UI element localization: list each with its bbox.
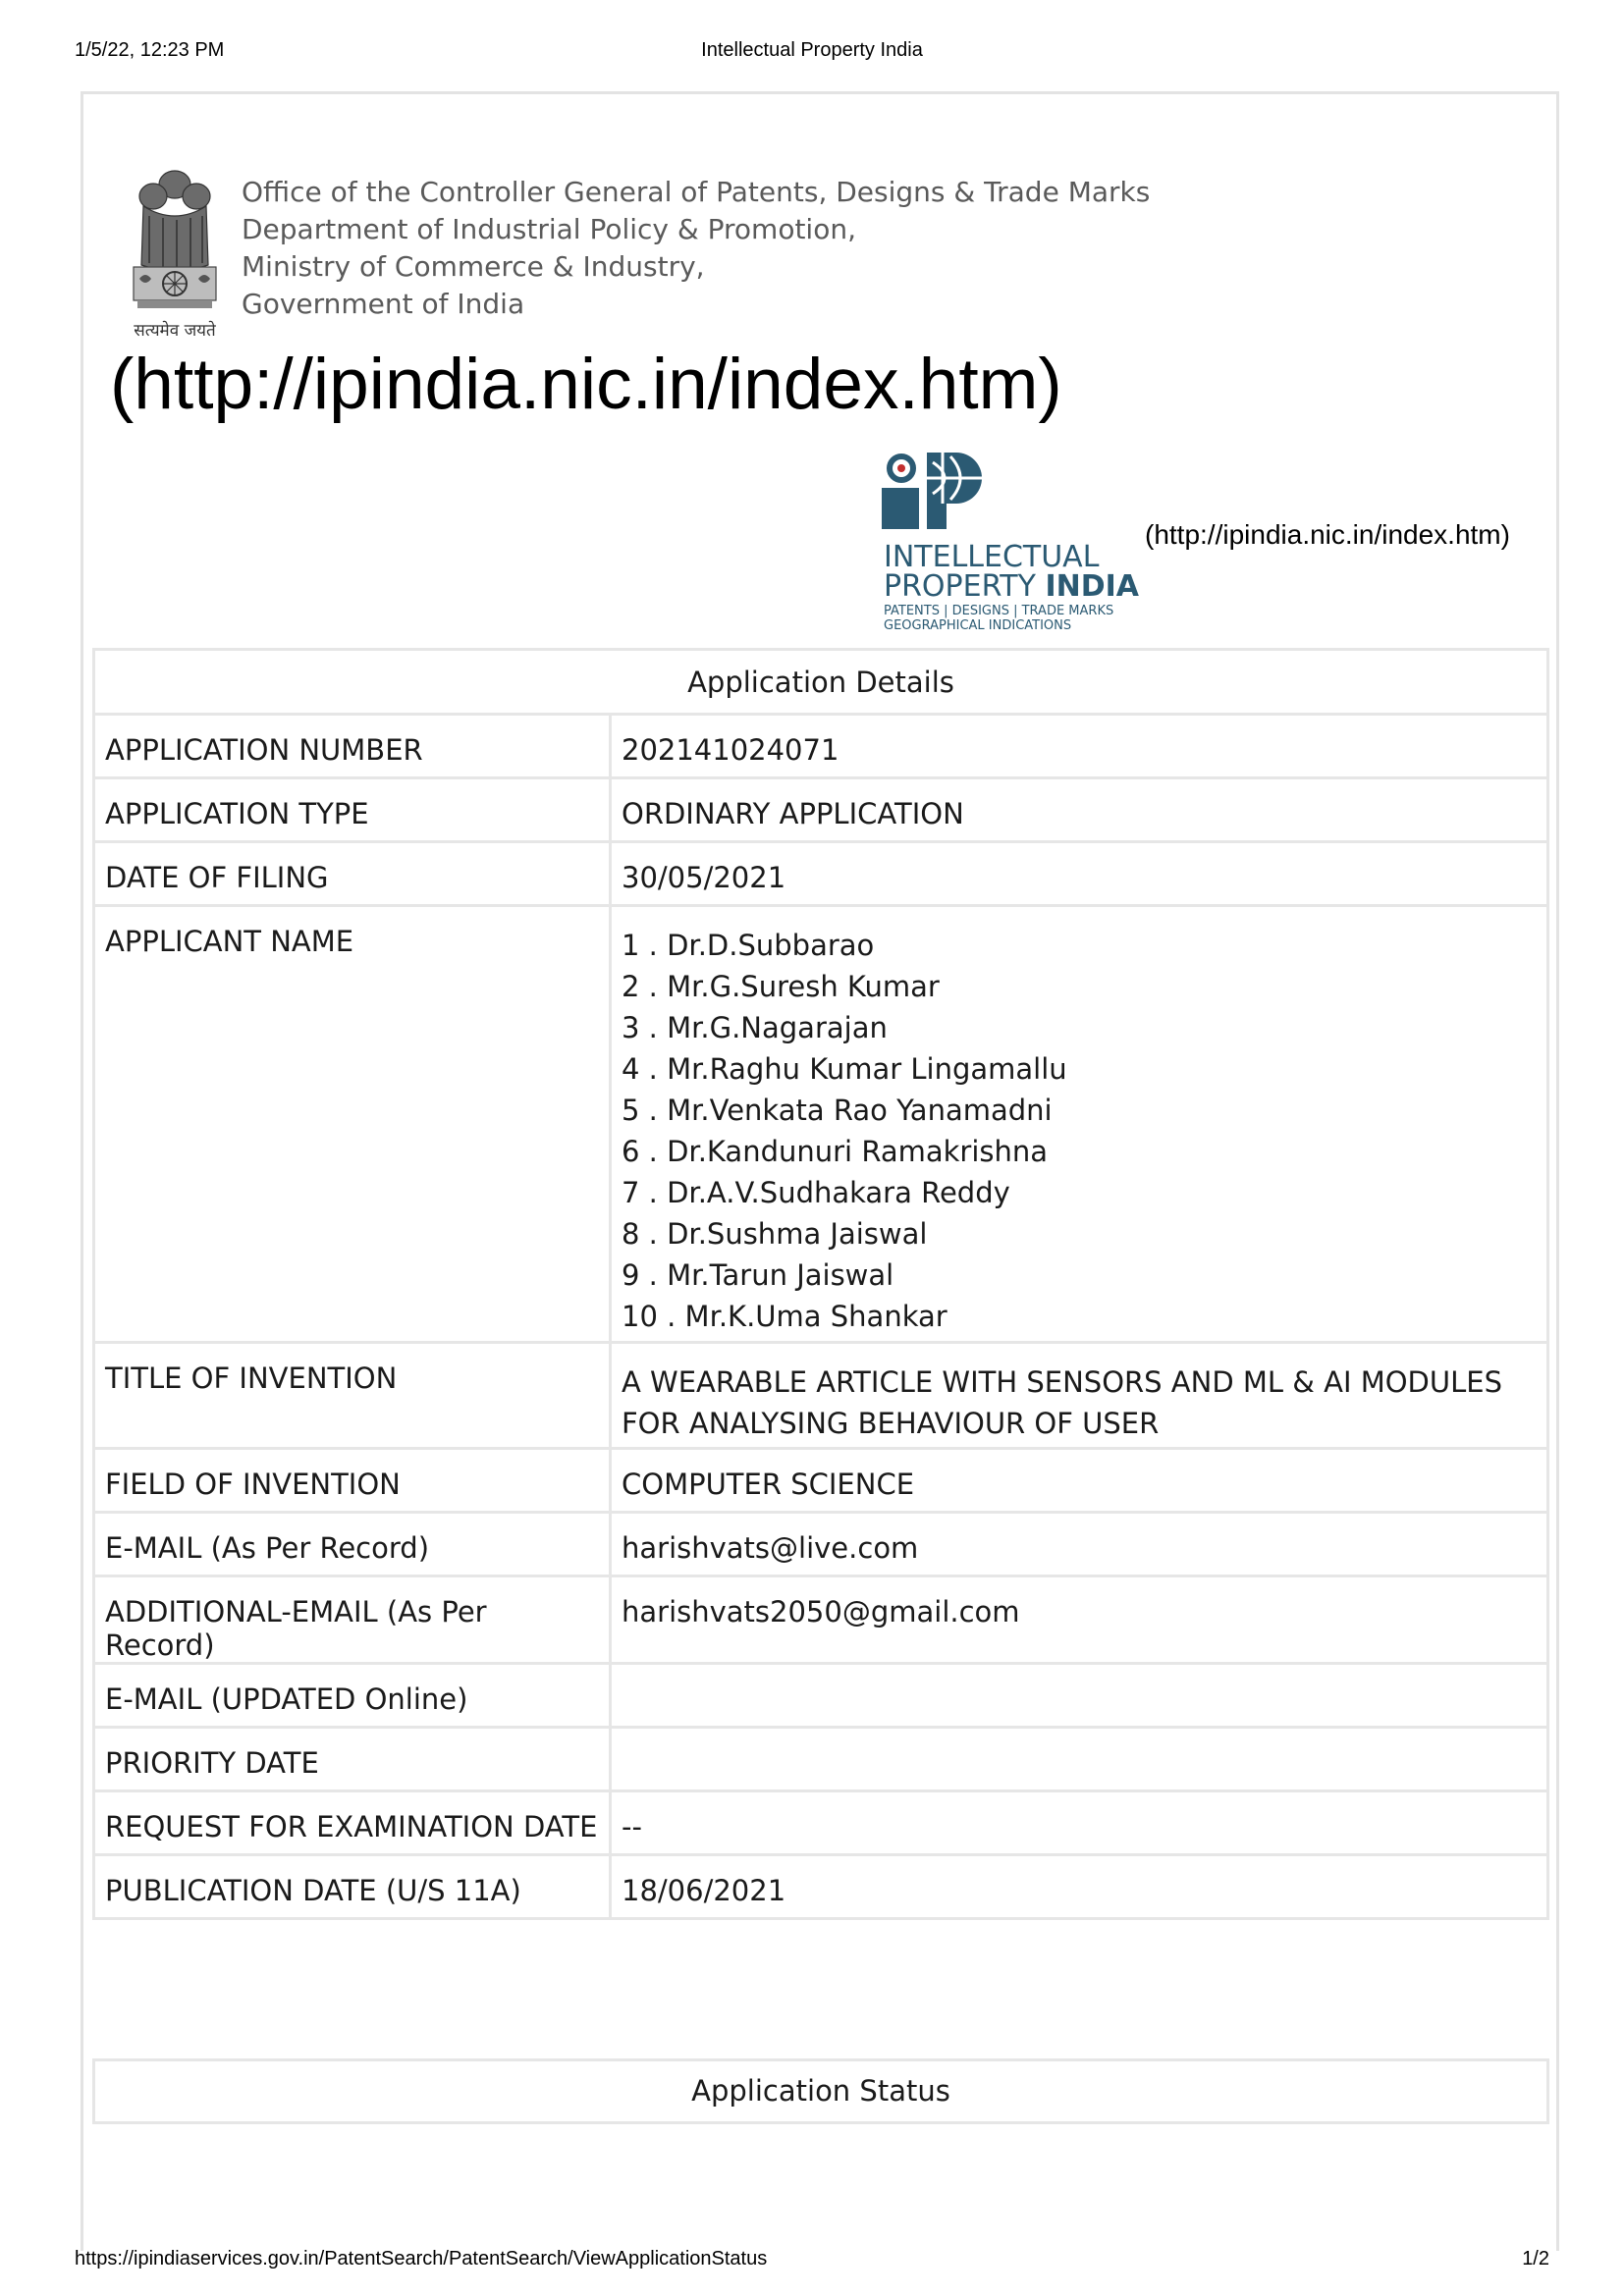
publication-date-value: 18/06/2021: [611, 1855, 1548, 1919]
table-row: [94, 715, 1548, 778]
row-label: PRIORITY DATE: [94, 1728, 611, 1791]
list-item: 3 . Mr.G.Nagarajan: [622, 1011, 888, 1044]
table-row: [94, 1728, 1548, 1791]
list-item: 1 . Dr.D.Subbarao: [622, 929, 875, 962]
application-number-value: 202141024071: [611, 715, 1548, 778]
row-label: APPLICANT NAME: [94, 906, 611, 1343]
list-item: 10 . Mr.K.Uma Shankar: [622, 1300, 947, 1333]
logo-line-4: GEOGRAPHICAL INDICATIONS: [884, 618, 1072, 633]
title-of-invention-value: A WEARABLE ARTICLE WITH SENSORS AND ML & AI MODULES FOR ANALYSING BEHAVIOUR OF USER: [611, 1343, 1548, 1449]
table-row: [94, 1855, 1548, 1919]
page-number: 1/2: [1522, 2248, 1549, 2269]
logo-line-3: PATENTS | DESIGNS | TRADE MARKS: [884, 604, 1114, 618]
office-heading: [242, 174, 1150, 323]
field-of-invention-value: COMPUTER SCIENCE: [611, 1449, 1548, 1513]
row-label: FIELD OF INVENTION: [94, 1449, 611, 1513]
list-item: 9 . Mr.Tarun Jaiswal: [622, 1258, 894, 1292]
row-label: ADDITIONAL-EMAIL (As Per Record): [94, 1576, 611, 1664]
office-line-3: Ministry of Commerce & Industry,: [242, 250, 705, 283]
print-footer: [75, 2248, 1549, 2277]
table-row: [94, 1576, 1548, 1664]
exam-request-date-value: --: [611, 1791, 1548, 1855]
state-emblem-icon: [120, 157, 230, 344]
email-value: harishvats@live.com: [611, 1513, 1548, 1576]
row-label: APPLICATION NUMBER: [94, 715, 611, 778]
priority-date-value: [611, 1728, 1548, 1791]
list-item: 6 . Dr.Kandunuri Ramakrishna: [622, 1135, 1049, 1168]
print-url: https://ipindiaservices.gov.in/PatentSearch/PatentSearch/ViewApplicationStatus: [75, 2248, 768, 2269]
print-datetime: 1/5/22, 12:23 PM: [75, 39, 225, 61]
list-item: 8 . Dr.Sushma Jaiswal: [622, 1217, 928, 1251]
table-row: [94, 906, 1548, 1343]
office-line-1: Office of the Controller General of Patents, Designs & Trade Marks: [242, 176, 1151, 208]
list-item: 4 . Mr.Raghu Kumar Lingamallu: [622, 1052, 1067, 1086]
list-item: 2 . Mr.G.Suresh Kumar: [622, 970, 940, 1003]
table-caption: Application Details: [94, 650, 1548, 715]
applicant-list: [622, 925, 1537, 1337]
table-row: [94, 1664, 1548, 1728]
table-row: [94, 842, 1548, 906]
table-row: [94, 1791, 1548, 1855]
application-details-table: [92, 648, 1549, 1920]
row-label: REQUEST FOR EXAMINATION DATE: [94, 1791, 611, 1855]
row-label: TITLE OF INVENTION: [94, 1343, 611, 1449]
row-label: DATE OF FILING: [94, 842, 611, 906]
additional-email-value: harishvats2050@gmail.com: [611, 1576, 1548, 1664]
logo-home-link[interactable]: (http://ipindia.nic.in/index.htm): [1145, 519, 1510, 550]
emblem-motto: सत्यमेव जयते: [134, 321, 216, 341]
list-item: 7 . Dr.A.V.Sudhakara Reddy: [622, 1176, 1010, 1209]
row-label: PUBLICATION DATE (U/S 11A): [94, 1855, 611, 1919]
table-row: [94, 1513, 1548, 1576]
row-label: APPLICATION TYPE: [94, 778, 611, 842]
row-label: E-MAIL (UPDATED Online): [94, 1664, 611, 1728]
office-line-4: Government of India: [242, 288, 525, 320]
ip-india-logo[interactable]: [882, 447, 1152, 641]
application-status-heading: Application Status: [92, 2058, 1549, 2124]
table-row: [94, 778, 1548, 842]
row-label: E-MAIL (As Per Record): [94, 1513, 611, 1576]
print-header: [75, 39, 1549, 69]
logo-line-1: INTELLECTUAL: [884, 540, 1100, 574]
application-type-value: ORDINARY APPLICATION: [611, 778, 1548, 842]
office-line-2: Department of Industrial Policy & Promotion,: [242, 213, 856, 245]
table-row: [94, 1343, 1548, 1449]
table-row: [94, 1449, 1548, 1513]
home-link[interactable]: (http://ipindia.nic.in/index.htm): [110, 345, 1062, 424]
list-item: 5 . Mr.Venkata Rao Yanamadni: [622, 1094, 1053, 1127]
print-page-title: Intellectual Property India: [701, 39, 923, 61]
date-of-filing-value: 30/05/2021: [611, 842, 1548, 906]
applicant-names-cell: [611, 906, 1548, 1343]
email-updated-value: [611, 1664, 1548, 1728]
logo-line-2: PROPERTY INDIA: [884, 569, 1140, 604]
